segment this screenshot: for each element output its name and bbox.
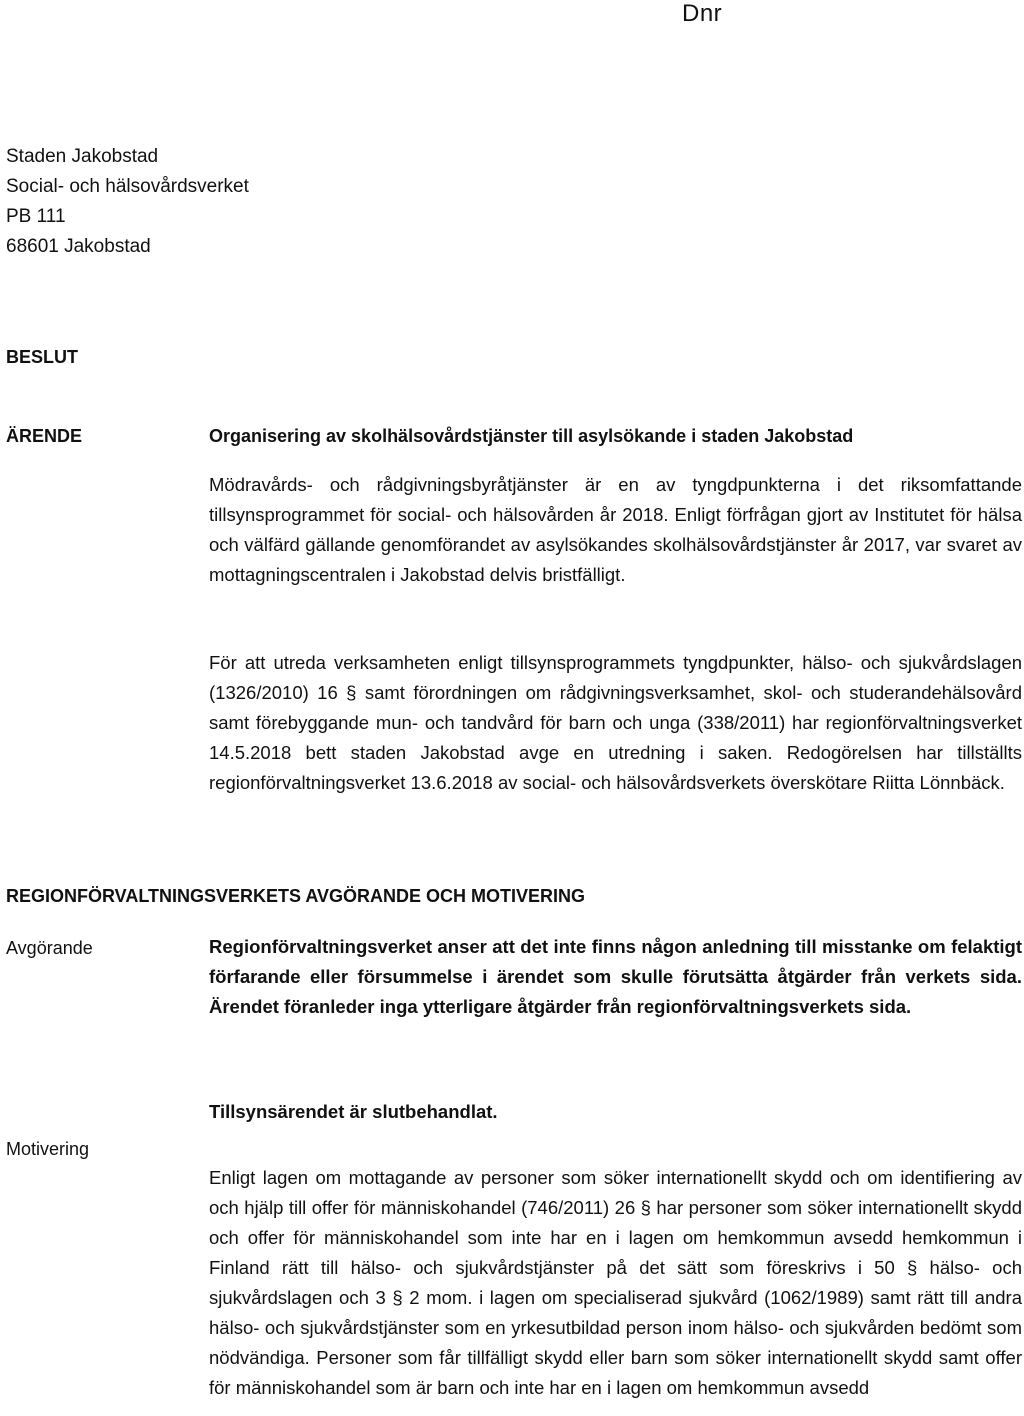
matter-paragraph-2: För att utreda verksamheten enligt tillsynsprogrammets tyngdpunkter, hälso- och sjukvårdslagen (1326/2010) 16 § samt förordningen om rådgivningsverksamhet, skol- och studerandehälsovård samt förebyggande mun- och tandvård för barn och unga (338/2011) har regionförvaltningsverket 14.5.2018 bett staden Jakobstad avge en utredning i saken. Redogörelsen har tillställts regionförvaltningsverket 13.6.2018 av social- och hälsovårdsverkets överskötare Riitta Lönnbäck. <box>209 652 1022 793</box>
case-closed-text: Tillsynsärendet är slutbehandlat. <box>209 1101 498 1122</box>
decision-subsection-label: Avgörande <box>6 938 93 958</box>
motivation-label: Motivering <box>6 1139 90 1159</box>
recipient-postal-city: 68601 Jakobstad <box>6 236 151 257</box>
decision-label: BESLUT <box>6 347 78 367</box>
motivation-text: Enligt lagen om mottagande av personer som söker internationellt skydd och om identifiering av och hjälp till offer för människohandel (746/2011) 26 § har personer som söker internationellt skydd och offer för människohandel som inte har en i lagen om hemkommun avsedd hemkommun i Finland rätt till hälso- och sjukvårdstjänster på det sätt som föreskrivs i 50 § hälso- och sjukvårdslagen och 3 § 2 mom. i lagen om specialiserad sjukvård (1062/1989) samt rätt till andra hälso- och sjukvårdstjänster som en yrkesutbildad person inom hälso- och sjukvården bedömt som nödvändiga. Personer som får tillfälligt skydd eller barn som söker internationellt skydd samt offer för människohandel som är barn och inte har en i lagen om hemkommun avsedd <box>209 1167 1022 1398</box>
matter-title: Organisering av skolhälsovårdstjänster till asylsökande i staden Jakobstad <box>209 426 854 446</box>
recipient-name: Staden Jakobstad <box>6 146 159 167</box>
recipient-department: Social- och hälsovårdsverket <box>6 176 249 197</box>
matter-paragraph-1: Mödravårds- och rådgivningsbyråtjänster är en av tyngdpunkterna i det riksomfattande tillsynsprogrammet för social- och hälsovården år 2018. Enligt förfrågan gjort av Institutet för hälsa och välfärd gällande genomförandet av asylsökandes skolhälsovårdstjänster år 2017, var svaret av mottagningscentralen i Jakobstad delvis bristfälligt. <box>209 474 1022 585</box>
verdict-section-heading: REGIONFÖRVALTNINGSVERKETS AVGÖRANDE OCH MOTIVERING <box>6 886 586 906</box>
document-number-label: Dnr <box>682 0 723 27</box>
matter-label: ÄRENDE <box>6 426 83 446</box>
recipient-po-box: PB 111 <box>6 206 66 227</box>
decision-text: Regionförvaltningsverket anser att det inte finns någon anledning till misstanke om felaktigt förfarande eller försummelse i ärendet som skulle förutsätta åtgärder från verkets sida. Ärendet föranleder inga ytterligare åtgärder från regionförvaltningsverkets sida. <box>209 936 1022 1017</box>
